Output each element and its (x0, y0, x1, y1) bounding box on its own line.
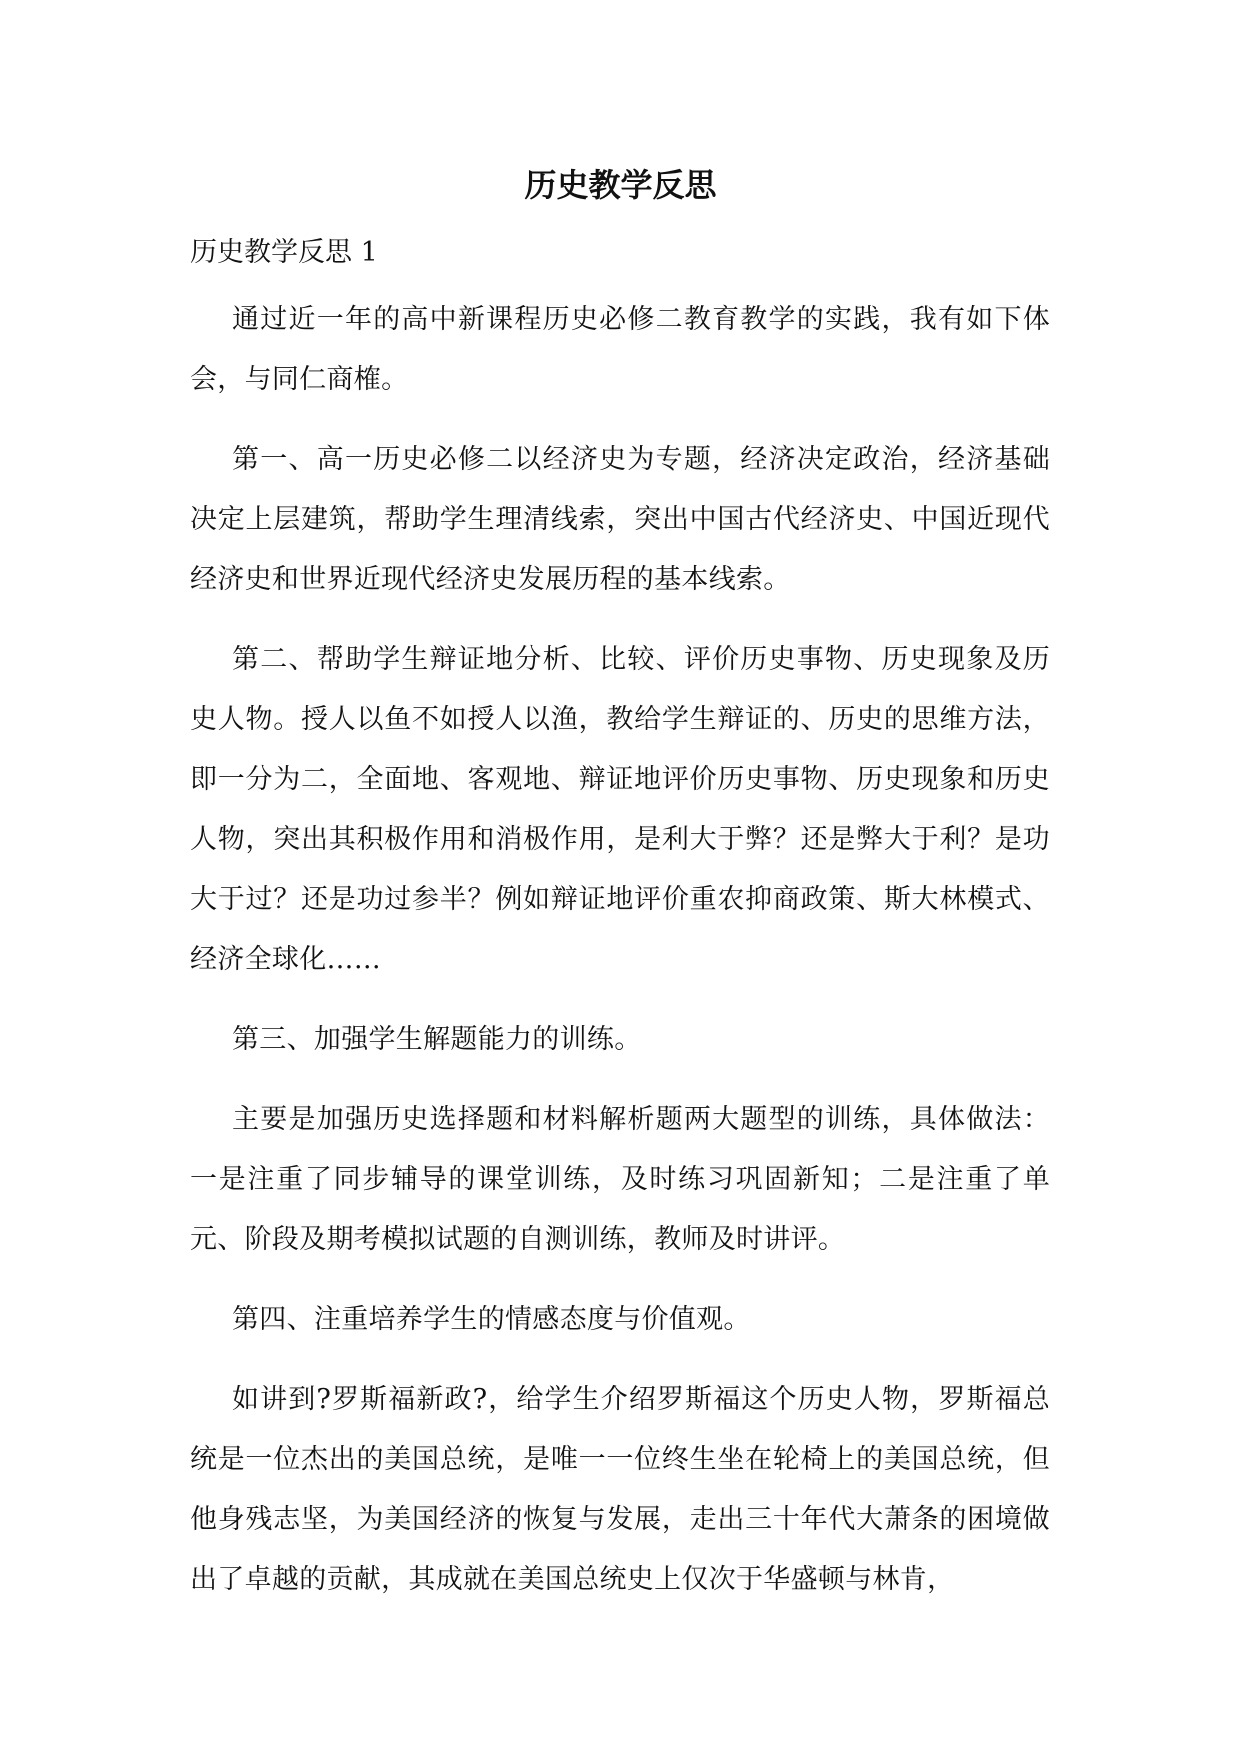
paragraph: 第一、高一历史必修二以经济史为专题，经济决定政治，经济基础决定上层建筑，帮助学生理清线索，突出中国古代经济史、中国近现代经济史和世界近现代经济史发展历程的基本线索。 (190, 444, 1050, 595)
paragraph: 如讲到?罗斯福新政?，给学生介绍罗斯福这个历史人物，罗斯福总统是一位杰出的美国总统，是唯一一位终生坐在轮椅上的美国总统，但他身残志坚，为美国经济的恢复与发展，走出三十年代大萧条的困境做出了卓越的贡献，其成就在美国总统史上仅次于华盛顿与林肯， (190, 1384, 1050, 1595)
paragraph: 主要是加强历史选择题和材料解析题两大题型的训练，具体做法：一是注重了同步辅导的课堂训练，及时练习巩固新知；二是注重了单元、阶段及期考模拟试题的自测训练，教师及时讲评。 (190, 1104, 1050, 1255)
document-title: 历史教学反思 (524, 166, 717, 204)
section-heading: 历史教学反思 1 (190, 237, 378, 268)
paragraph: 通过近一年的高中新课程历史必修二教育教学的实践，我有如下体会，与同仁商榷。 (190, 304, 1050, 395)
paragraph: 第三、加强学生解题能力的训练。 (232, 1024, 642, 1055)
paragraph: 第二、帮助学生辩证地分析、比较、评价历史事物、历史现象及历史人物。授人以鱼不如授人以渔，教给学生辩证的、历史的思维方法，即一分为二，全面地、客观地、辩证地评价历史事物、历史现象和历史人物，突出其积极作用和消极作用，是利大于弊？还是弊大于利？是功大于过？还是功过参半？例如辩证地评价重农抑商政策、斯大林模式、经济全球化…… (190, 644, 1050, 975)
document-body (190, 290, 1050, 1630)
paragraph: 第四、注重培养学生的情感态度与价值观。 (232, 1304, 751, 1335)
